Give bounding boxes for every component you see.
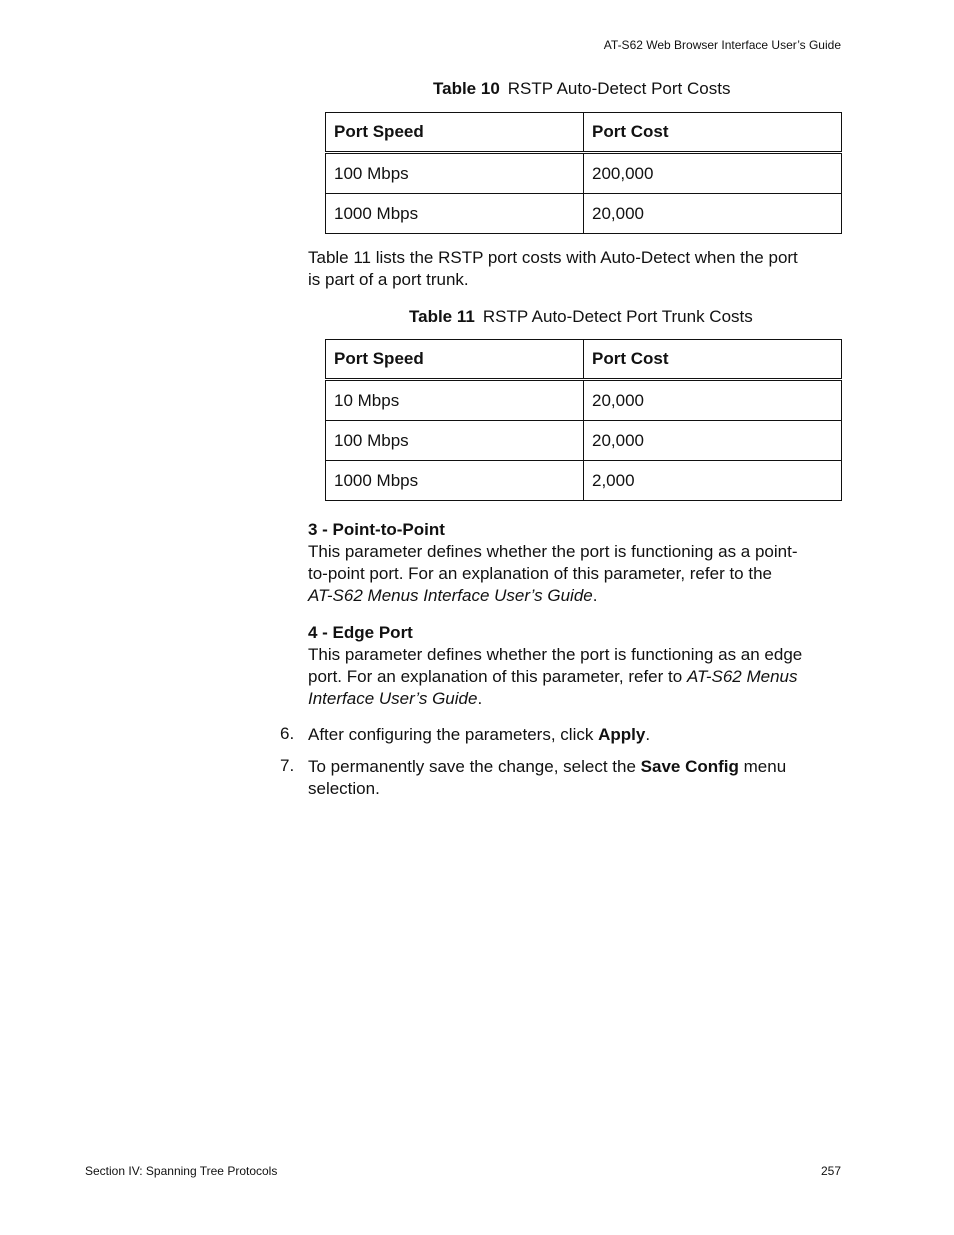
- table-11-title: RSTP Auto-Detect Port Trunk Costs: [482, 307, 753, 326]
- point-to-point-section: [308, 519, 828, 607]
- table-cell: 200,000: [584, 153, 842, 194]
- table-11-intro: [308, 247, 828, 291]
- table-11: [325, 339, 842, 501]
- table-cell: 2,000: [584, 461, 842, 501]
- text-span: To permanently save the change, select the: [308, 757, 641, 776]
- guide-reference: Interface User’s Guide: [308, 689, 478, 708]
- text-line: [308, 585, 828, 607]
- page-number: 257: [820, 1164, 841, 1178]
- table-cell: 1000 Mbps: [326, 461, 584, 501]
- table-cell: 20,000: [584, 380, 842, 421]
- table-cell: 100 Mbps: [326, 421, 584, 461]
- step-number: 7.: [280, 756, 295, 775]
- table-cell: 10 Mbps: [326, 380, 584, 421]
- save-config-reference: Save Config: [640, 757, 739, 776]
- running-header: AT-S62 Web Browser Interface User’s Guide: [603, 38, 841, 52]
- text-line: [308, 666, 828, 688]
- point-to-point-heading: 3 - Point-to-Point: [308, 520, 445, 539]
- table-cell: 20,000: [584, 421, 842, 461]
- step-7-text: [308, 756, 828, 800]
- column-header: Port Speed: [326, 113, 584, 153]
- column-header: Port Cost: [584, 113, 842, 153]
- table-row: [326, 153, 842, 194]
- column-header: Port Speed: [326, 340, 584, 380]
- edge-port-heading: 4 - Edge Port: [308, 623, 413, 642]
- table-row: [326, 461, 842, 501]
- text-span: menu: [738, 757, 787, 776]
- punctuation: .: [592, 586, 598, 605]
- text-line: is part of a port trunk.: [308, 270, 469, 289]
- text-line: [308, 688, 828, 710]
- text-line: This parameter defines whether the port is functioning as an edge: [308, 645, 803, 664]
- table-cell: 1000 Mbps: [326, 194, 584, 234]
- text-span: After configuring the parameters, click: [308, 725, 599, 744]
- table-row: [326, 421, 842, 461]
- table-10: [325, 112, 842, 234]
- text-line: to-point port. For an explanation of this parameter, refer to the: [308, 564, 772, 583]
- table-10-caption: [433, 79, 730, 99]
- text-line: [308, 756, 828, 778]
- text-line: Table 11 lists the RSTP port costs with Auto-Detect when the port: [308, 248, 798, 267]
- table-10-title: RSTP Auto-Detect Port Costs: [507, 79, 731, 98]
- step-6-text: [308, 724, 828, 746]
- text-span: port. For an explanation of this parameter, refer to: [308, 667, 687, 686]
- table-11-caption: [409, 307, 753, 327]
- table-row: [326, 194, 842, 234]
- table-cell: 100 Mbps: [326, 153, 584, 194]
- table-header-row: [326, 113, 842, 153]
- footer-section: Section IV: Spanning Tree Protocols: [85, 1164, 278, 1178]
- guide-reference: AT-S62 Menus Interface User’s Guide: [308, 586, 593, 605]
- step-number: 6.: [280, 724, 295, 743]
- table-11-label: Table 11: [409, 307, 475, 326]
- text-line: This parameter defines whether the port is functioning as a point-: [308, 542, 798, 561]
- guide-reference: AT-S62 Menus: [686, 667, 798, 686]
- column-header: Port Cost: [584, 340, 842, 380]
- punctuation: .: [645, 725, 651, 744]
- table-10-label: Table 10: [433, 79, 500, 98]
- table-cell: 20,000: [584, 194, 842, 234]
- punctuation: .: [477, 689, 483, 708]
- table-row: [326, 380, 842, 421]
- text-line: selection.: [308, 779, 380, 798]
- table-header-row: [326, 340, 842, 380]
- apply-reference: Apply: [598, 725, 646, 744]
- edge-port-section: [308, 622, 828, 710]
